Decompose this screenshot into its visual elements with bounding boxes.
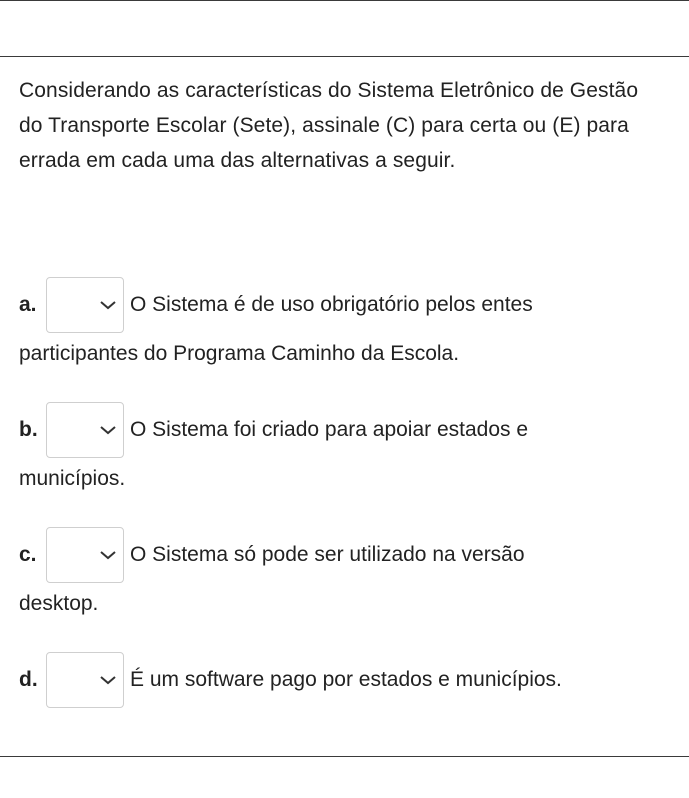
chevron-down-icon [99, 424, 117, 436]
footer-divider [0, 756, 689, 757]
top-divider [0, 0, 689, 1]
alternative-statement: O Sistema é de uso obrigatório pelos entes [130, 293, 533, 316]
answer-select-c[interactable] [46, 527, 124, 583]
header-divider [0, 56, 689, 57]
chevron-down-icon [99, 299, 117, 311]
answer-select-b[interactable] [46, 402, 124, 458]
answer-select-a[interactable] [46, 277, 124, 333]
alternative-statement: O Sistema foi criado para apoiar estados e [130, 418, 529, 441]
question-text: Considerando as características do Sistema Eletrônico de Gestão do Transporte Escolar (Sete), assinale (C) para certa ou (E) para errada em cada uma das alternativas a seguir. [19, 79, 639, 172]
alternative-letter: a. [19, 293, 37, 316]
alternative-statement: É um software pago por estados e municípios. [130, 668, 562, 691]
alternative-letter: b. [19, 418, 38, 441]
alternative-letter: d. [19, 668, 38, 691]
alternative-a [19, 277, 669, 366]
alternative-c [19, 527, 669, 616]
alternative-letter: c. [19, 543, 37, 566]
alternative-statement-continued: municípios. [19, 467, 126, 490]
alternative-statement-continued: desktop. [19, 592, 99, 615]
alternative-statement-continued: participantes do Programa Caminho da Escola. [19, 342, 460, 365]
chevron-down-icon [99, 549, 117, 561]
answer-select-d[interactable] [46, 652, 124, 708]
alternative-d [19, 652, 669, 708]
alternative-statement: O Sistema só pode ser utilizado na versão [130, 543, 525, 566]
chevron-down-icon [99, 674, 117, 686]
alternative-b [19, 402, 669, 491]
